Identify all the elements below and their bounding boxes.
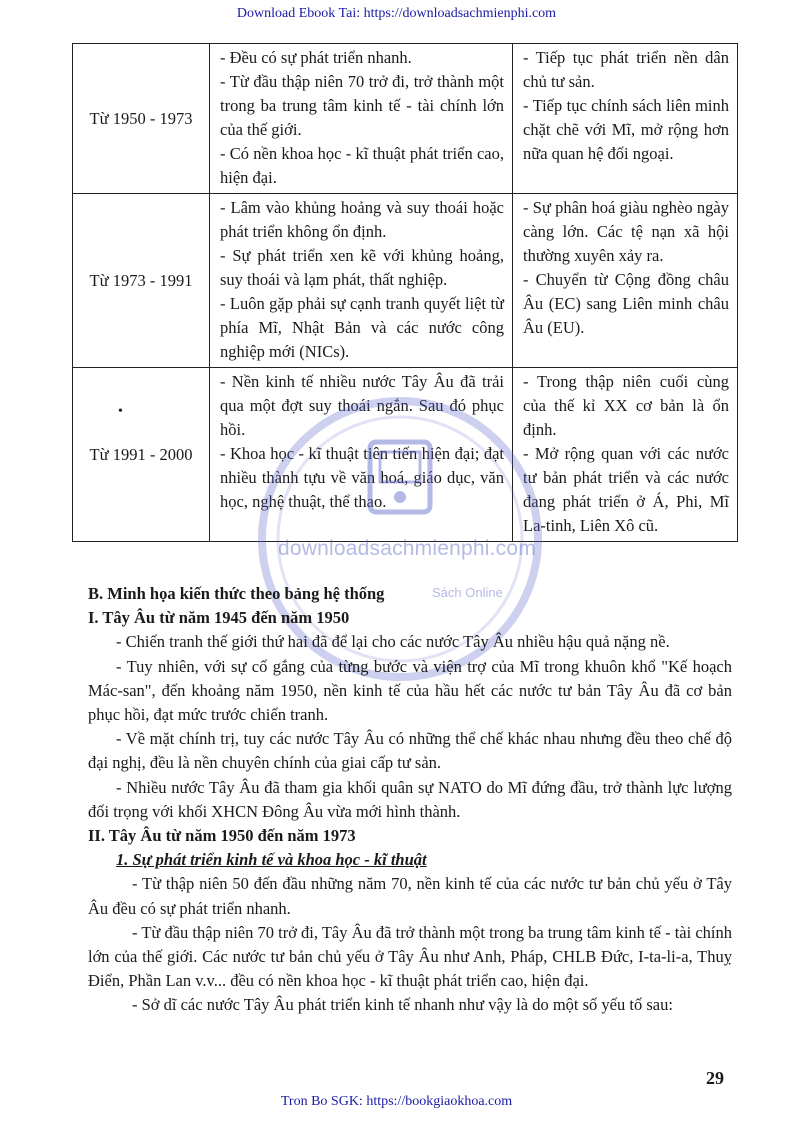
paragraph: - Từ đầu thập niên 70 trở đi, Tây Âu đã trở thành một trong ba trung tâm kinh tế - tài chính lớn của thế giới. Các nước tư bản chủ yếu ở Tây Âu như Anh, Pháp, CHLB Đức, I-ta-li-a, Thuỵ Điển, Phần Lan v.v... đều có nền khoa học - kĩ thuật phát triển cao, hiện đại. <box>88 922 732 991</box>
politics-line: - Sự phân hoá giàu nghèo ngày càng lớn. Các tệ nạn xã hội thường xuyên xảy ra. <box>523 198 729 265</box>
economy-line: - Có nền khoa học - kĩ thuật phát triển cao, hiện đại. <box>220 144 504 187</box>
stray-dot: • <box>118 404 123 419</box>
economy-cell <box>210 194 513 368</box>
economy-line: - Đều có sự phát triển nhanh. <box>220 48 412 67</box>
economy-line: - Lâm vào khủng hoảng và suy thoái hoặc phát triển không ổn định. <box>220 198 504 241</box>
economy-line: - Nền kinh tế nhiều nước Tây Âu đã trải qua một đợt suy thoái ngắn. Sau đó phục hồi. <box>220 372 504 439</box>
economy-line: - Khoa học - kĩ thuật tiên tiến hiện đại; đạt nhiều thành tựu về văn hoá, giáo dục, văn học, nghệ thuật, thể thao. <box>220 444 504 511</box>
economy-line: - Từ đầu thập niên 70 trở đi, trở thành một trong ba trung tâm kinh tế - tài chính lớn của thế giới. <box>220 72 504 139</box>
politics-line: - Tiếp tục phát triển nền dân chủ tư sản. <box>523 48 729 91</box>
section-b-heading: B. Minh họa kiến thức theo bảng hệ thống <box>88 584 385 603</box>
politics-cell <box>513 44 738 194</box>
table-row <box>73 194 738 368</box>
section-2-subheading: 1. Sự phát triển kinh tế và khoa học - kĩ thuật <box>116 850 427 870</box>
period-cell: Từ 1991 - 2000 <box>73 368 210 542</box>
economy-line: - Sự phát triển xen kẽ với khủng hoảng, suy thoái và lạm phát, thất nghiệp. <box>220 246 504 289</box>
watermark-text: downloadsachmienphi.com <box>278 537 536 560</box>
watermark-subtext: Sách Online <box>432 585 503 600</box>
body-text <box>88 582 732 1018</box>
table-row <box>73 368 738 542</box>
economy-line: - Luôn gặp phải sự cạnh tranh quyết liệt từ phía Mĩ, Nhật Bản và các nước công nghiệp mới (NICs). <box>220 294 504 361</box>
politics-line: - Tiếp tục chính sách liên minh chặt chẽ với Mĩ, mở rộng hơn nữa quan hệ đối ngoại. <box>523 96 729 163</box>
paragraph: - Sở dĩ các nước Tây Âu phát triển kinh tế nhanh như vậy là do một số yếu tố sau: <box>132 995 673 1015</box>
economy-cell <box>210 368 513 542</box>
header-download-link[interactable]: Download Ebook Tai: https://downloadsachmienphi.com <box>236 6 557 21</box>
table-row <box>73 44 738 194</box>
paragraph: - Nhiều nước Tây Âu đã tham gia khối quân sự NATO do Mĩ đứng đầu, trở thành lực lượng đối trọng với khối XHCN Đông Âu vừa mới hình thành. <box>88 777 732 821</box>
paragraph: - Chiến tranh thế giới thứ hai đã để lại cho các nước Tây Âu nhiều hậu quả nặng nề. <box>116 632 670 652</box>
section-2-heading: II. Tây Âu từ năm 1950 đến năm 1973 <box>88 826 356 846</box>
summary-table <box>72 43 738 542</box>
politics-line: - Chuyển từ Cộng đồng châu Âu (EC) sang Liên minh châu Âu (EU). <box>523 270 729 337</box>
period-cell: Từ 1973 - 1991 <box>73 194 210 368</box>
politics-line: - Mở rộng quan với các nước tư bản phát triển và các nước đang phát triển ở Á, Phi, Mĩ La-tinh, Liên Xô cũ. <box>523 444 729 535</box>
page-number: 29 <box>706 1068 724 1088</box>
paragraph: - Về mặt chính trị, tuy các nước Tây Âu có những thể chế khác nhau nhưng đều theo chế độ đại nghị, đều là nền chuyên chính của giai cấp tư sản. <box>88 729 732 773</box>
section-1-heading: I. Tây Âu từ năm 1945 đến năm 1950 <box>88 608 350 628</box>
politics-cell <box>513 368 738 542</box>
footer-sgk-link[interactable]: Tron Bo SGK: https://bookgiaokhoa.com <box>280 1094 513 1109</box>
economy-cell <box>210 44 513 194</box>
paragraph: - Từ thập niên 50 đến đầu những năm 70, nền kinh tế của các nước tư bản chủ yếu ở Tây Âu đều có sự phát triển nhanh. <box>88 874 732 918</box>
period-cell: Từ 1950 - 1973 <box>73 44 210 194</box>
politics-line: - Trong thập niên cuối cùng của thế kỉ XX cơ bản là ổn định. <box>523 372 729 439</box>
paragraph: - Tuy nhiên, với sự cố gắng của từng bước và viện trợ của Mĩ trong khuôn khổ "Kế hoạch Mác-san", đến khoảng năm 1950, nền kinh tế của hầu hết các nước tư bản Tây Âu đã cơ bản phục hồi, đạt mức trước chiến tranh. <box>88 656 732 725</box>
politics-cell <box>513 194 738 368</box>
